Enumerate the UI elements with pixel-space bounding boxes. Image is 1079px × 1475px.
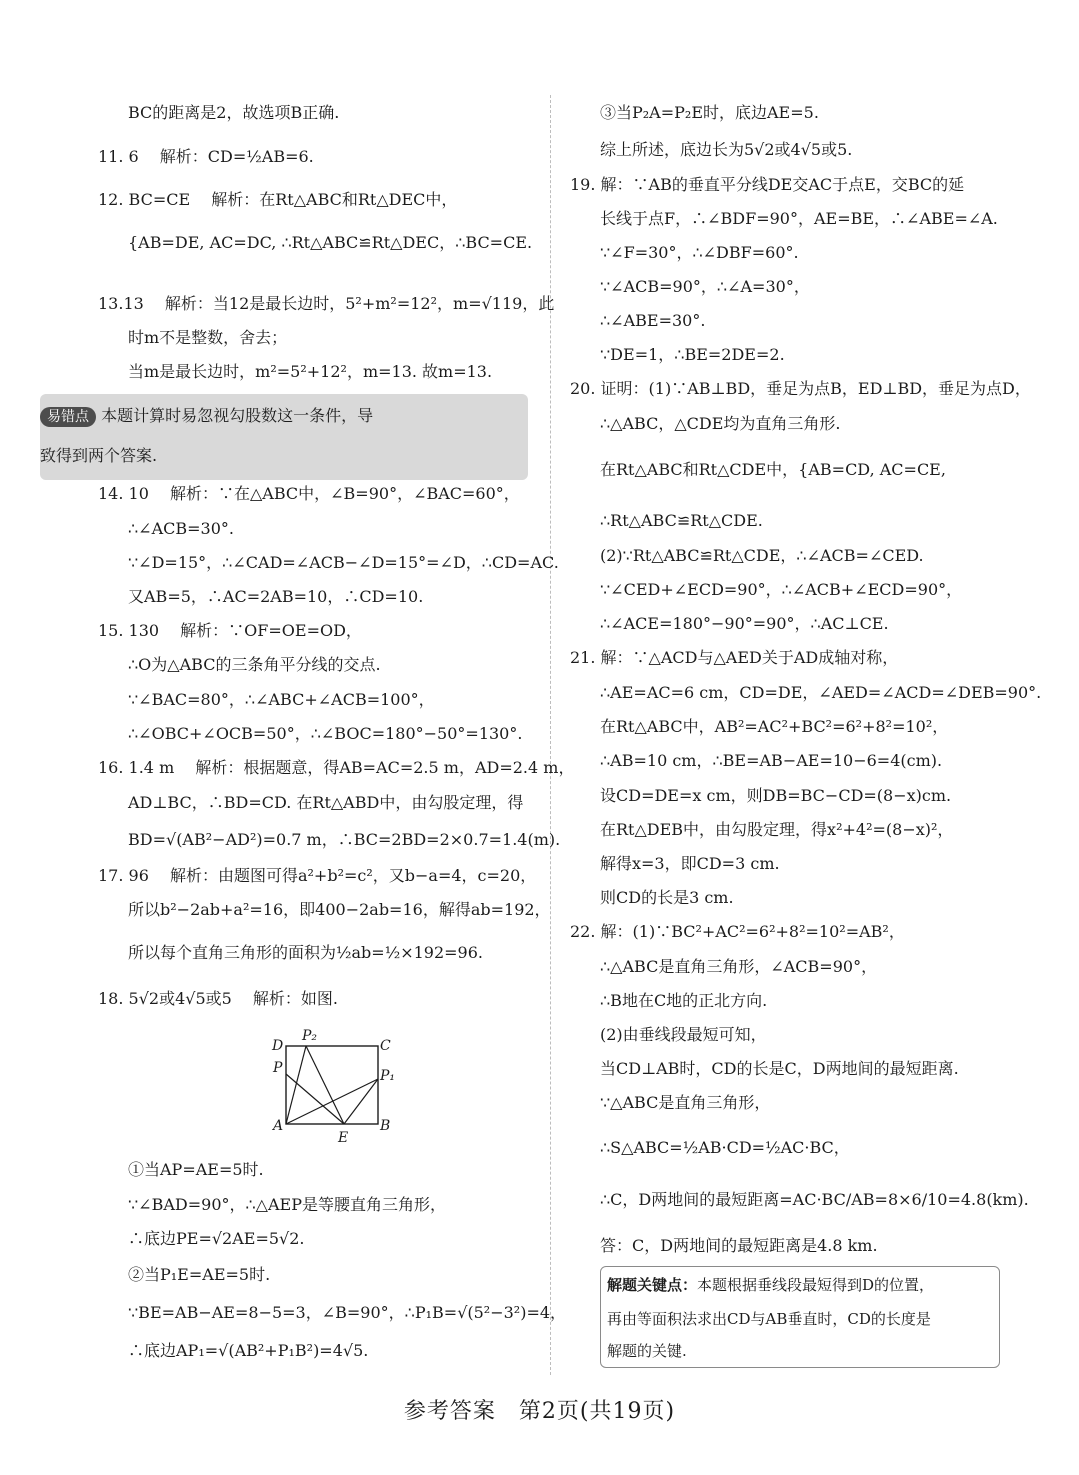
geometry-figure xyxy=(268,1024,398,1148)
text-line: ③当P₂A=P₂E时，底边AE=5. xyxy=(600,103,819,122)
text-line: ∴∠OBC+∠OCB=50°，∴∠BOC=180°−50°=130°. xyxy=(128,724,523,743)
text-line: 时m不是整数，舍去； xyxy=(128,328,288,347)
label-d: D xyxy=(272,1038,284,1054)
text-line: ∴S△ABC=½AB·CD=½AC·BC， xyxy=(600,1138,850,1157)
text-line: ∵∠BAC=80°，∴∠ABC+∠ACB=100°， xyxy=(128,690,435,709)
text-line: ∴AB=10 cm，∴BE=AB−AE=10−6=4(cm). xyxy=(600,751,943,770)
text-line: 答：C，D两地间的最短距离是4.8 km. xyxy=(600,1236,878,1255)
text-line: {AB=DE, AC=DC, ∴Rt△ABC≌Rt△DEC，∴BC=CE. xyxy=(128,233,533,252)
label-p1: P₁ xyxy=(380,1068,396,1084)
key-point-label: 解题关键点： xyxy=(607,1276,698,1294)
answer-20: 20. 证明：(1)∵AB⊥BD，垂足为点B，ED⊥BD，垂足为点D， xyxy=(570,379,1031,398)
segment-p2-e xyxy=(306,1046,344,1124)
text-line: ∵∠D=15°，∴∠CAD=∠ACB−∠D=15°=∠D，∴CD=AC. xyxy=(128,553,559,572)
note-line-1: 本题计算时易忽视勾股数这一条件，导 xyxy=(101,406,374,425)
answer-13: 13.13 解析：当12是最长边时，5²+m²=12²，m=√119，此 xyxy=(98,294,555,313)
text-line: ∴∠ACB=30°. xyxy=(128,519,234,538)
text-line: ∵△ABC是直角三角形， xyxy=(600,1093,771,1112)
note-badge: 易错点 xyxy=(40,407,96,427)
text-line: BD=√(AB²−AD²)=0.7 m，∴BC=2BD=2×0.7=1.4(m). xyxy=(128,830,561,849)
label-c: C xyxy=(380,1038,391,1054)
key-point-box xyxy=(600,1266,1000,1368)
answer-21: 21. 解：∵△ACD与△AED关于AD成轴对称， xyxy=(570,648,899,667)
text-line: ∴△ABC是直角三角形，∠ACB=90°， xyxy=(600,957,878,976)
text-line: 所以每个直角三角形的面积为½ab=½×192=96. xyxy=(128,943,484,962)
segment-e-p1 xyxy=(344,1079,378,1124)
text-line: 则CD的长是3 cm. xyxy=(600,888,734,907)
text-line: ∵∠F=30°，∴∠DBF=60°. xyxy=(600,243,799,262)
segment-a-p2 xyxy=(286,1046,306,1124)
error-prone-note xyxy=(40,394,528,480)
key-point-line-2: 再由等面积法求出CD与AB垂直时，CD的长度是 xyxy=(607,1310,931,1328)
answer-18: 18. 5√2或4√5或5 解析：如图. xyxy=(98,989,338,1008)
text-line: 设CD=DE=x cm，则DB=BC−CD=(8−x)cm. xyxy=(600,786,952,805)
label-p2: P₂ xyxy=(302,1028,318,1044)
note-line-2: 致得到两个答案. xyxy=(40,446,158,465)
answer-15: 15. 130 解析：∵OF=OE=OD， xyxy=(98,621,362,640)
text-line: 在Rt△ABC中，AB²=AC²+BC²=6²+8²=10²， xyxy=(600,717,949,736)
text-line: ∴B地在C地的正北方向. xyxy=(600,991,768,1010)
answer-19: 19. 解：∵AB的垂直平分线DE交AC于点E，交BC的延 xyxy=(570,175,965,194)
text-line: AD⊥BC，∴BD=CD. 在Rt△ABD中，由勾股定理，得 xyxy=(128,793,524,812)
answer-14: 14. 10 解析：∵在△ABC中，∠B=90°，∠BAC=60°， xyxy=(98,484,520,503)
text-line: (2)由垂线段最短可知， xyxy=(600,1025,767,1044)
text-line: 长线于点F，∴∠BDF=90°，AE=BE，∴∠ABE=∠A. xyxy=(600,209,998,228)
text-line: 又AB=5，∴AC=2AB=10，∴CD=10. xyxy=(128,587,424,606)
text-line: ∴O为△ABC的三条角平分线的交点. xyxy=(128,655,381,674)
answer-16: 16. 1.4 m 解析：根据题意，得AB=AC=2.5 m，AD=2.4 m， xyxy=(98,758,575,777)
text-line: ∴∠ACE=180°−90°=90°，∴AC⊥CE. xyxy=(600,614,889,633)
label-b: B xyxy=(380,1118,391,1134)
answer-11: 11. 6 解析：CD=½AB=6. xyxy=(98,147,314,166)
text-line: 在Rt△DEB中，由勾股定理，得x²+4²=(8−x)²， xyxy=(600,820,954,839)
answer-17: 17. 96 解析：由题图可得a²+b²=c²，又b−a=4，c=20， xyxy=(98,866,537,885)
text-line: ∴底边PE=√2AE=5√2. xyxy=(128,1229,305,1248)
label-a: A xyxy=(273,1118,284,1134)
text-line: 在Rt△ABC和Rt△CDE中，{AB=CD, AC=CE, xyxy=(600,460,946,479)
text-line: 所以b²−2ab+a²=16，即400−2ab=16，解得ab=192， xyxy=(128,900,551,919)
text-line: ∴AE=AC=6 cm，CD=DE，∠AED=∠ACD=∠DEB=90°. xyxy=(600,683,1042,702)
label-p: P xyxy=(273,1060,283,1076)
rectangle-abcd xyxy=(286,1046,378,1124)
text-line: ∴△ABC，△CDE均为直角三角形. xyxy=(600,414,841,433)
answer-12: 12. BC=CE 解析：在Rt△ABC和Rt△DEC中， xyxy=(98,190,458,209)
text-line: ∴底边AP₁=√(AB²+P₁B²)=4√5. xyxy=(128,1341,369,1360)
answer-22: 22. 解：(1)∵BC²+AC²=6²+8²=10²=AB²， xyxy=(570,922,905,941)
column-divider xyxy=(550,95,551,1375)
segment-p-e xyxy=(286,1074,344,1124)
text-line: ∵∠ACB=90°，∴∠A=30°， xyxy=(600,277,810,296)
text-line: ②当P₁E=AE=5时. xyxy=(128,1265,271,1284)
text-line: 综上所述，底边长为5√2或4√5或5. xyxy=(600,140,853,159)
text-line: ∵BE=AB−AE=8−5=3，∠B=90°，∴P₁B=√(5²−3²)=4， xyxy=(128,1303,567,1322)
text-line: (2)∵Rt△ABC≌Rt△CDE，∴∠ACB=∠CED. xyxy=(600,546,924,565)
label-e: E xyxy=(338,1130,349,1146)
text-line: ∵∠CED+∠ECD=90°，∴∠ACB+∠ECD=90°， xyxy=(600,580,963,599)
text-line: ∵∠BAD=90°，∴△AEP是等腰直角三角形， xyxy=(128,1195,446,1214)
key-point-line-1: 本题根据垂线段最短得到D的位置， xyxy=(697,1276,935,1294)
text-line: 当CD⊥AB时，CD的长是C，D两地间的最短距离. xyxy=(600,1059,959,1078)
key-point-line-3: 解题的关键. xyxy=(607,1342,687,1360)
text-line: ∴Rt△ABC≌Rt△CDE. xyxy=(600,511,763,530)
text-line: BC的距离是2，故选项B正确. xyxy=(128,103,340,122)
text-line: ∴∠ABE=30°. xyxy=(600,311,706,330)
text-line: ①当AP=AE=5时. xyxy=(128,1160,264,1179)
text-line: 解得x=3，即CD=3 cm. xyxy=(600,854,780,873)
page-footer: 参考答案 第2页(共19页) xyxy=(403,1399,676,1424)
text-line: ∴C，D两地间的最短距离=AC·BC/AB=8×6/10=4.8(km). xyxy=(600,1190,1029,1209)
text-line: ∵DE=1，∴BE=2DE=2. xyxy=(600,345,785,364)
text-line: 当m是最长边时，m²=5²+12²，m=13. 故m=13. xyxy=(128,362,493,381)
